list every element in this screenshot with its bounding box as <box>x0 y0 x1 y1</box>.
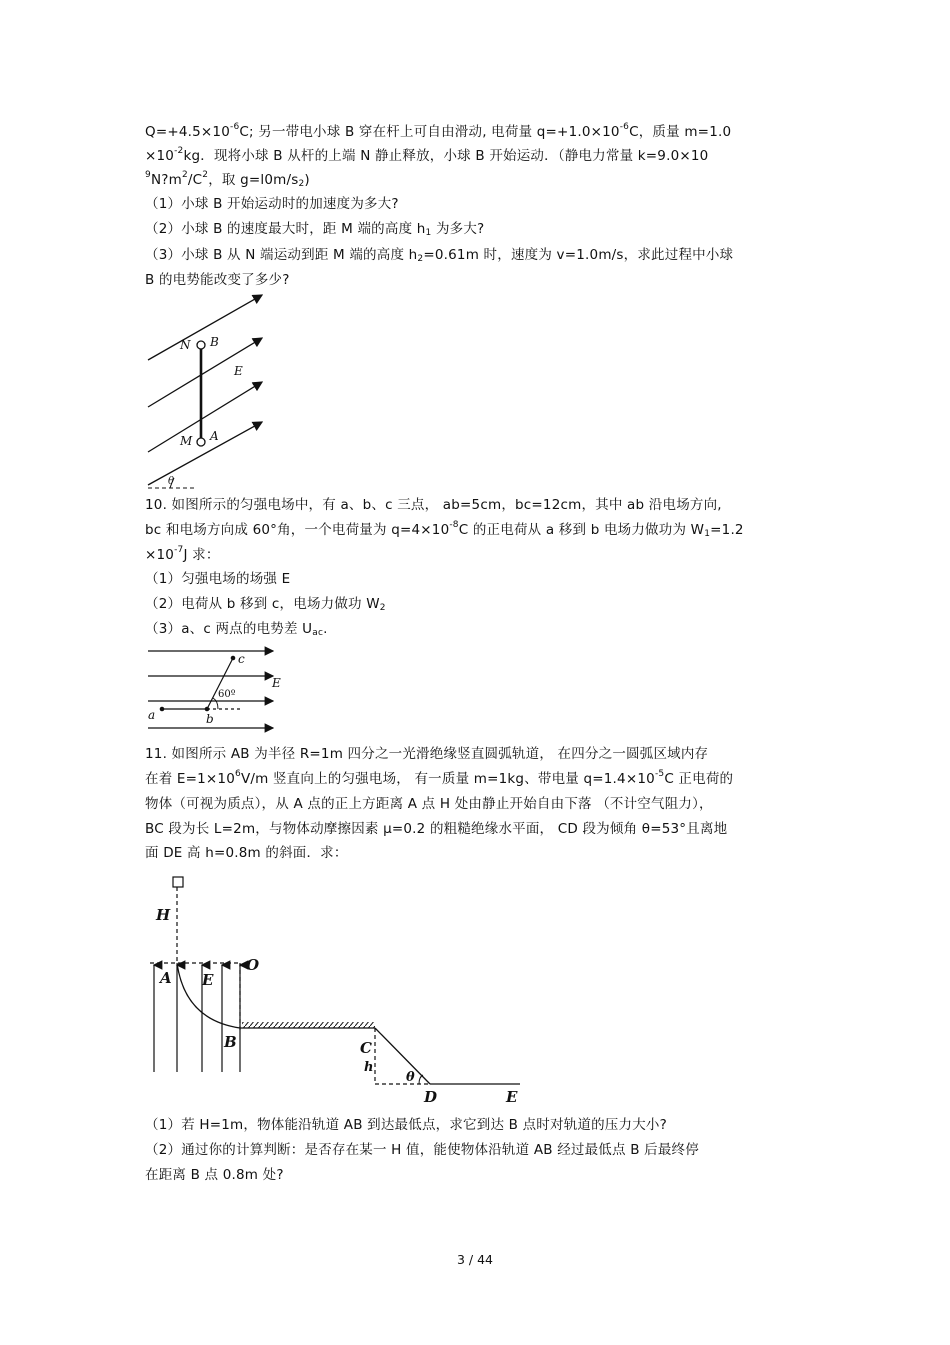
page-number: 3 / 44 <box>456 1252 494 1267</box>
text: C 的正电荷从 a 移到 b 电场力做功为 W <box>458 522 705 538</box>
label-e: E <box>272 676 281 690</box>
p11-question-2-cont: 在距离 B 点 0.8m 处? <box>145 1167 284 1183</box>
p9-question-3 <box>145 246 733 264</box>
label-d: D <box>424 1088 438 1106</box>
text: 在着 E=1×10 <box>145 771 236 787</box>
label-e-point: E <box>506 1088 518 1106</box>
label-e-field: E <box>202 971 214 989</box>
sub: 2 <box>417 254 424 264</box>
exp: 9 <box>145 170 151 180</box>
point-b <box>205 707 210 712</box>
figure-9-rod-field <box>140 290 275 495</box>
text: =1.2 <box>710 522 744 538</box>
text: V/m 竖直向上的匀强电场， 有一质量 m=1kg、带电量 q=1.4×10 <box>240 771 655 787</box>
text: C 正电荷的 <box>664 771 734 787</box>
text: ×10 <box>145 148 175 164</box>
exp: 6 <box>235 769 241 779</box>
p10-line-3 <box>145 546 220 564</box>
p11-line-3: 物体（可视为质点），从 A 点的正上方距离 A 点 H 处由静止开始自由下落 （不计空气阻力）， <box>145 796 713 812</box>
label-n: N <box>180 338 191 352</box>
label-h-lower: h <box>364 1060 374 1075</box>
figure-10-uniform-field <box>140 643 290 738</box>
p11-line-4: BC 段为长 L=2m，与物体动摩擦因素 μ=0.2 的粗糙绝缘水平面， CD 段为倾角 θ=53°且离地 <box>145 821 728 837</box>
exp: -6 <box>230 122 240 132</box>
exp: -5 <box>654 769 665 779</box>
label-a: A <box>210 429 219 443</box>
label-c: C <box>360 1039 372 1057</box>
label-theta: θ <box>168 476 175 487</box>
label-a: A <box>160 969 172 987</box>
exp: -7 <box>174 545 184 555</box>
p9-question-1: （1）小球 B 开始运动时的加速度为多大? <box>145 196 399 212</box>
field-line <box>148 295 262 360</box>
text: C，质量 m=1.0 <box>629 124 732 140</box>
text: =0.61m 时，速度为 v=1.0m/s，求此过程中小球 <box>423 247 734 263</box>
text: kg．现将小球 B 从杆的上端 N 静止释放，小球 B 开始运动．（静电力常量 k=9.0×10 <box>183 148 709 164</box>
exp: 2 <box>181 170 188 180</box>
field-line <box>148 338 262 407</box>
p10-question-3 <box>145 620 328 638</box>
sub: ac <box>312 628 324 638</box>
figure-11-track <box>140 870 540 1110</box>
label-m: M <box>180 434 193 448</box>
label-b: B <box>224 1033 237 1051</box>
rough-surface-hatch <box>242 1022 375 1028</box>
exp: 2 <box>202 170 209 180</box>
sub: 2 <box>298 179 305 189</box>
text: （2）小球 B 的速度最大时，距 M 端的高度 h <box>145 221 426 237</box>
sub: 1 <box>425 228 432 238</box>
p9-question-2 <box>145 220 484 238</box>
label-e: E <box>234 364 243 378</box>
label-c: c <box>238 652 245 666</box>
label-o: O <box>246 956 260 974</box>
field-line <box>148 422 262 485</box>
text: ) <box>304 172 310 188</box>
text: ×10 <box>145 547 175 563</box>
p10-question-2 <box>145 595 386 613</box>
p11-line-1: 11. 如图所示 AB 为半径 R=1m 四分之一光滑绝缘竖直圆弧轨道， 在四分之一圆弧区域内存 <box>145 746 709 762</box>
label-b: b <box>206 712 214 726</box>
exp: -8 <box>449 520 459 530</box>
p9-line-1 <box>145 123 731 141</box>
text: C; 另一带电小球 B 穿在杆上可自由滑动, 电荷量 q=+1.0×10 <box>239 124 620 140</box>
text: ，取 g=l0m/s <box>208 172 299 188</box>
text: /C <box>187 172 203 188</box>
label-theta: θ <box>406 1070 415 1085</box>
p10-line-1: 10. 如图所示的匀强电场中，有 a、b、c 三点， ab=5cm，bc=12cm，其中 ab 沿电场方向, <box>145 497 722 513</box>
text: Q=+4.5×10 <box>145 124 231 140</box>
text: N?m <box>150 172 182 188</box>
p9-question-3-cont: B 的电势能改变了多少? <box>145 272 290 288</box>
object-box <box>173 877 183 887</box>
ball-a <box>197 438 205 446</box>
text: bc 和电场方向成 60°角，一个电荷量为 q=4×10 <box>145 522 450 538</box>
label-b: B <box>210 335 219 349</box>
text: （2）电荷从 b 移到 c，电场力做功 W <box>145 596 380 612</box>
p9-line-3 <box>145 171 310 189</box>
ball-b <box>197 341 205 349</box>
label-h-upper: H <box>156 906 171 924</box>
p10-line-2 <box>145 521 744 539</box>
p11-line-5: 面 DE 高 h=0.8m 的斜面．求： <box>145 845 348 861</box>
p10-question-1: （1）匀强电场的场强 E <box>145 571 291 587</box>
sub: 2 <box>379 603 386 613</box>
text: 为多大? <box>431 221 485 237</box>
p11-question-2: （2）通过你的计算判断：是否存在某一 H 值，能使物体沿轨道 AB 经过最低点 B 后最终停 <box>145 1142 699 1158</box>
point-c <box>231 656 236 661</box>
text: （3）小球 B 从 N 端运动到距 M 端的高度 h <box>145 247 418 263</box>
point-a <box>160 707 165 712</box>
text: . <box>323 621 328 637</box>
text: J 求： <box>183 547 220 563</box>
exp: -2 <box>174 146 184 156</box>
p11-question-1: （1）若 H=1m，物体能沿轨道 AB 到达最低点，求它到达 B 点时对轨道的压力大小? <box>145 1117 667 1133</box>
p11-line-2 <box>145 770 733 788</box>
sub: 1 <box>704 529 711 539</box>
text: （3）a、c 两点的电势差 U <box>145 621 313 637</box>
p9-line-2 <box>145 147 708 165</box>
exp: -6 <box>619 122 630 132</box>
label-angle: 60º <box>218 689 236 700</box>
label-a: a <box>148 708 156 722</box>
